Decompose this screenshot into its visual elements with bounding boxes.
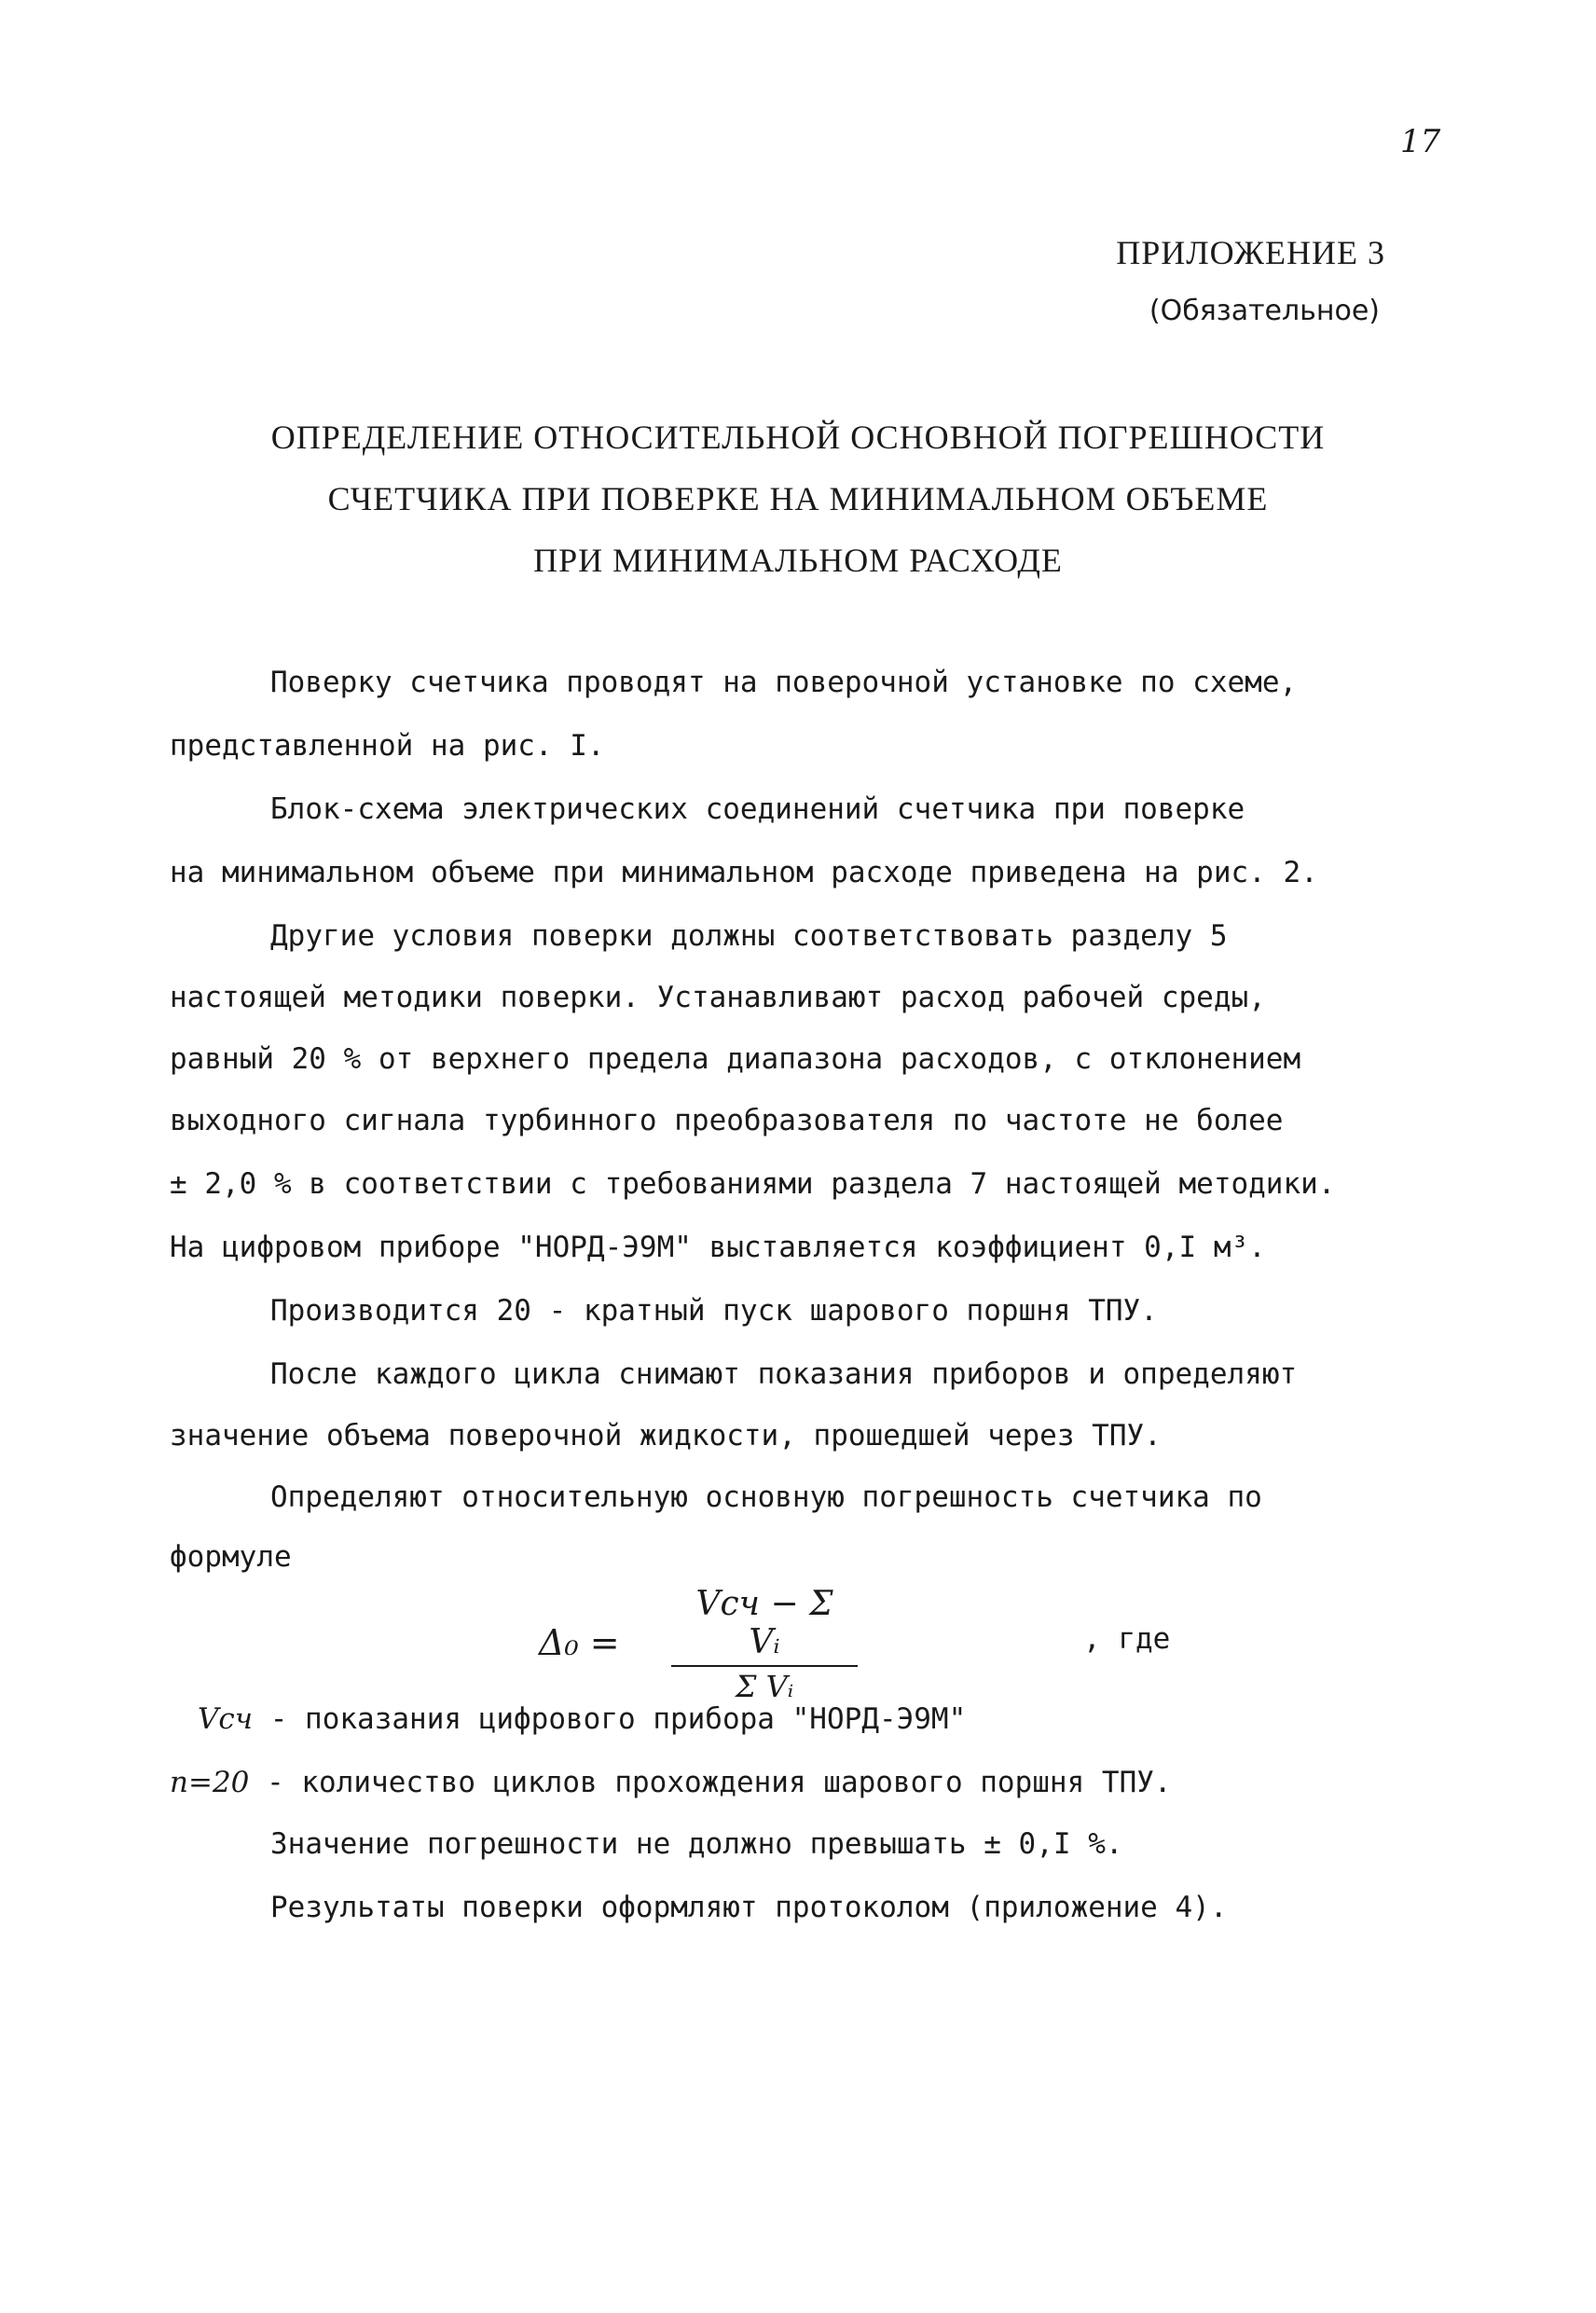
appendix-label: ПРИЛОЖЕНИЕ 3: [1116, 234, 1385, 271]
closing-line: Результаты поверки оформляют протоколом (приложение 4).: [270, 1891, 1228, 1924]
body-line: настоящей методики поверки. Устанавливают расход рабочей среды,: [170, 981, 1266, 1014]
definition-text: - количество циклов прохождения шарового поршня ТПУ.: [267, 1766, 1172, 1799]
body-line: ± 2,0 % в соответствии с требованиями раздела 7 настоящей методики.: [170, 1167, 1336, 1201]
definition-symbol: n=20: [170, 1766, 250, 1799]
body-line: Другие условия поверки должны соответствовать разделу 5: [270, 919, 1228, 953]
definition-symbol: Vсч: [198, 1702, 254, 1736]
body-line: Определяют относительную основную погрешность счетчика по: [270, 1480, 1262, 1514]
body-line: формуле: [170, 1540, 292, 1574]
definition-text: - показания цифрового прибора "НОРД-Э9М": [269, 1702, 967, 1736]
title-line-3: ПРИ МИНИМАЛЬНОМ РАСХОДЕ: [533, 542, 1063, 579]
body-line: Производится 20 - кратный пуск шарового поршня ТПУ.: [270, 1294, 1158, 1328]
page-number: 17: [1400, 123, 1441, 160]
body-line: на минимальном объеме при минимальном расходе приведена на рис. 2.: [170, 856, 1318, 889]
body-line: равный 20 % от верхнего предела диапазона расходов, с отклонением: [170, 1042, 1301, 1076]
formula-fraction: [671, 1585, 858, 1704]
formula-numerator: Vсч − Σ Vᵢ: [671, 1585, 858, 1667]
formula-suffix: , где: [1083, 1622, 1171, 1656]
formula-lhs: Δ₀ =: [539, 1622, 620, 1663]
body-line: представленной на рис. I.: [170, 729, 605, 763]
body-line: После каждого цикла снимают показания приборов и определяют: [270, 1357, 1298, 1391]
appendix-status: (Обязательное): [1149, 295, 1380, 327]
definition-row: [170, 1766, 1172, 1799]
body-line: Поверку счетчика проводят на поверочной установке по схеме,: [270, 666, 1298, 699]
closing-line: Значение погрешности не должно превышать ± 0,I %.: [270, 1827, 1123, 1861]
body-line: выходного сигнала турбинного преобразователя по частоте не более: [170, 1104, 1284, 1137]
body-line: значение объема поверочной жидкости, прошедшей через ТПУ.: [170, 1419, 1162, 1453]
title-line-1: ОПРЕДЕЛЕНИЕ ОТНОСИТЕЛЬНОЙ ОСНОВНОЙ ПОГРЕШНОСТИ: [270, 419, 1326, 456]
body-line: Блок-схема электрических соединений счетчика при поверке: [270, 792, 1245, 826]
body-line: На цифровом приборе "НОРД-Э9М" выставляется коэффициент 0,I м³.: [170, 1231, 1266, 1264]
formula-denominator: Σ Vᵢ: [735, 1669, 794, 1704]
title-line-2: СЧЕТЧИКА ПРИ ПОВЕРКЕ НА МИНИМАЛЬНОМ ОБЪЕМЕ: [327, 480, 1269, 517]
definition-row: [198, 1702, 966, 1736]
